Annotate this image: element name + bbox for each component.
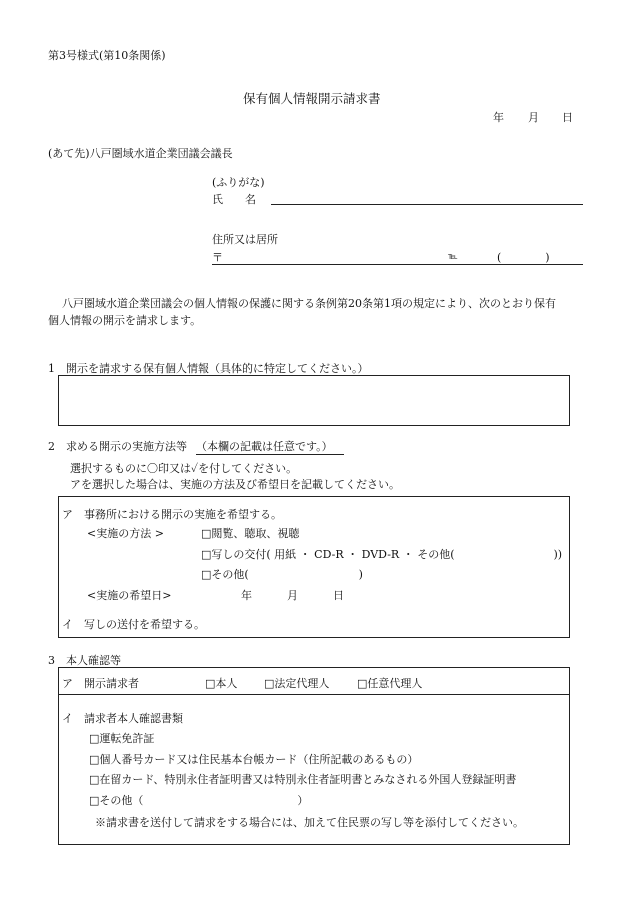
row-divider [59,694,569,695]
date-year-label: 年 [493,111,504,124]
option-send-copy[interactable]: イ 写しの送付を希望する。 [62,618,205,631]
section1-heading: 1 開示を請求する保有個人情報（具体的に特定してください。） [48,362,369,375]
page-title: 保有個人情報開示請求書 [243,91,381,106]
address-label: 住所又は居所 [212,233,278,246]
identity-verification-box [58,667,570,845]
doc-residence-card-checkbox[interactable]: □在留カード、特別永住者証明書又は特別永住者証明書とみなされる外国人登録証明書 [89,773,517,786]
option-office-disclosure[interactable]: ア 事務所における開示の実施を希望する。 [62,508,282,521]
date-day-label: 日 [562,111,573,124]
form-number: 第3号様式(第10条関係) [48,49,166,62]
doc-mynumber-card-checkbox[interactable]: □個人番号カード又は住民基本台帳カード（住所記載のあるもの） [89,753,419,766]
section2-heading-note: （本欄の記載は任意です。） [196,440,333,453]
method-viewing-checkbox[interactable]: □閲覧、聴取、視聴 [201,527,300,540]
method-other-checkbox[interactable]: □その他( ) [201,568,363,581]
tel-parens: ( ) [497,251,550,264]
section2-instruction-2: アを選択した場合は、実施の方法及び希望日を記載してください。 [70,478,400,491]
id-documents-label: イ 請求者本人確認書類 [62,712,183,725]
section2-instruction-1: 選択するものに〇印又は✓を付してください。 [70,462,298,475]
name-field[interactable] [271,204,583,205]
date-month-label: 月 [528,111,539,124]
desired-date-day: 日 [333,589,344,602]
mailing-note: ※請求書を送付して請求をする場合には、加えて住民票の写し等を添付してください。 [95,816,524,829]
requester-label: ア 開示請求者 [62,677,139,690]
doc-drivers-license-checkbox[interactable]: □運転免許証 [89,732,155,745]
tel-label: ℡ [448,252,458,262]
requester-legal-agent-checkbox[interactable]: □法定代理人 [264,677,330,690]
intro-text-line-1: 八戸圏域水道企業団議会の個人情報の保護に関する条例第20条第1項の規定により、次のとおり保有 [62,297,556,310]
doc-other-checkbox[interactable]: □その他（ ） [89,794,309,807]
desired-date-year: 年 [241,589,252,602]
name-label: 氏 名 [212,193,256,206]
intro-text-line-2: 個人情報の開示を請求します。 [48,314,202,327]
requester-self-checkbox[interactable]: □本人 [205,677,238,690]
heading-note-underline [196,454,344,455]
section3-heading: 3 本人確認等 [48,654,121,667]
method-copy-checkbox[interactable]: □写しの交付( 用紙 ・ CD-R ・ DVD-R ・ その他( )) [201,548,563,561]
postal-mark: 〒 [212,251,223,264]
address-field[interactable] [212,264,583,265]
section2-heading: 2 求める開示の実施方法等 [48,440,187,453]
desired-date-label: <実施の希望日> [87,589,172,602]
requested-info-field[interactable] [58,375,570,426]
furigana-label: (ふりがな) [212,176,265,189]
desired-date-month: 月 [287,589,298,602]
method-label: <実施の方法 > [87,527,164,540]
addressee: (あて先)八戸圏域水道企業団議会議長 [48,147,233,160]
requester-voluntary-agent-checkbox[interactable]: □任意代理人 [357,677,423,690]
disclosure-method-box [58,496,570,638]
